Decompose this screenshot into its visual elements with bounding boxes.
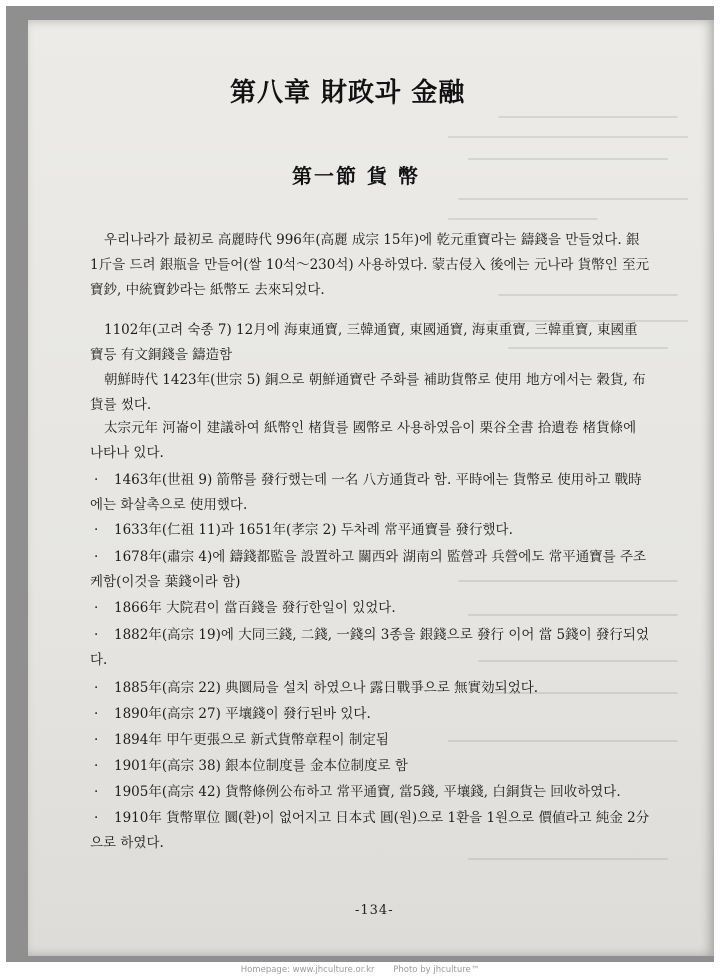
- bullet-dot: ·: [94, 549, 99, 565]
- list-item: [90, 702, 650, 727]
- list-item: [90, 728, 650, 753]
- list-item: [90, 806, 650, 856]
- bullet-dot: ·: [94, 522, 99, 538]
- paragraph-4: [90, 416, 650, 466]
- list-item: [90, 596, 650, 621]
- bullet-dot: ·: [94, 627, 99, 643]
- list-item-text: 1882年(高宗 19)에 大同三錢, 二錢, 一錢의 3종을 銀錢으로 發行 이어 當 5錢이 發行되었다.: [90, 627, 649, 668]
- bullet-dot: ·: [94, 810, 99, 826]
- list-item: [90, 754, 650, 779]
- list-item-text: 1894年 甲午更張으로 新式貨幣章程이 制定됨: [114, 732, 389, 748]
- bullet-dot: ·: [94, 758, 99, 774]
- bullet-dot: ·: [94, 784, 99, 800]
- paragraph-3-text: 朝鮮時代 1423年(世宗 5) 銅으로 朝鮮通寶란 주화를 補助貨幣로 使用 地方에서는 穀貨, 布貨를 썼다.: [90, 372, 646, 413]
- footer: [0, 962, 720, 979]
- list-item: [90, 545, 650, 595]
- list-item-text: 1905年(高宗 42) 貨幣條例公布하고 常平通寶, 當5錢, 平壤錢, 白銅貨는 回收하였다.: [114, 784, 621, 800]
- list-item: [90, 518, 650, 543]
- page-number: -134-: [355, 903, 394, 918]
- footer-homepage: Homepage: www.jhculture.or.kr: [240, 965, 375, 975]
- list-item-text: 1910年 貨幣單位 圜(환)이 없어지고 日本式 圓(원)으로 1환을 1원으로 價値라고 純金 2分으로 하였다.: [90, 810, 650, 851]
- paragraph-4-text: 太宗元年 河崙이 建議하여 紙幣인 楮貨를 國幣로 사용하였음이 栗谷全書 拾遺卷 楮貨條에 나타나 있다.: [90, 420, 637, 461]
- bullet-dot: ·: [94, 680, 99, 696]
- list-item-text: 1866年 大院君이 當百錢을 發行한일이 있었다.: [114, 600, 396, 616]
- list-item-text: 1901年(高宗 38) 銀本位制度를 金本位制度로 함: [114, 758, 408, 774]
- chapter-title: 第八章 財政과 金融: [230, 78, 466, 108]
- list-item-text: 1633年(仁祖 11)과 1651年(孝宗 2) 두차례 常平通寶를 發行했다.: [114, 522, 513, 538]
- list-item: [90, 676, 650, 701]
- bullet-dot: ·: [94, 472, 99, 488]
- list-item: [90, 780, 650, 805]
- footer-photo-credit: Photo by jhculture™: [393, 965, 480, 975]
- list-item: [90, 468, 650, 518]
- section-title: 第一節 貨 幣: [292, 164, 420, 188]
- list-item-text: 1890年(高宗 27) 平壤錢이 發行된바 있다.: [114, 706, 371, 722]
- list-item-text: 1885年(高宗 22) 典圜局을 설치 하였으나 露日戰爭으로 無實効되었다.: [114, 680, 539, 696]
- bullet-dot: ·: [94, 600, 99, 616]
- paragraph-3: [90, 368, 650, 418]
- paragraph-2: [90, 318, 650, 368]
- list-item: [90, 623, 650, 673]
- bullet-dot: ·: [94, 732, 99, 748]
- paragraph-1-text: 우리나라가 最初로 高麗時代 996年(高麗 成宗 15年)에 乾元重寶라는 鑄錢을 만들었다. 銀 1斤을 드려 銀瓶을 만들어(쌀 10석～230석) 사용하였다. 蒙古侵入 後에는 元나라 貨幣인 至元寶鈔, 中統寶鈔라는 紙幣도 去來되었다.: [90, 232, 650, 298]
- list-item-text: 1463年(世祖 9) 箭幣를 發行했는데 一名 八方通貨라 함. 平時에는 貨幣로 使用하고 戰時에는 화살촉으로 使用했다.: [90, 472, 642, 513]
- paragraph-1: [90, 228, 650, 303]
- list-item-text: 1678年(肅宗 4)에 鑄錢都監을 設置하고 關西와 湖南의 監營과 兵營에도 常平通寶를 주조케함(이것을 葉錢이라 함): [90, 549, 647, 590]
- paragraph-2-text: 1102年(고려 숙종 7) 12月에 海東通寶, 三韓通寶, 東國通寶, 海東重寶, 三韓重寶, 東國重寶등 有文銅錢을 鑄造함: [90, 322, 638, 363]
- bullet-dot: ·: [94, 706, 99, 722]
